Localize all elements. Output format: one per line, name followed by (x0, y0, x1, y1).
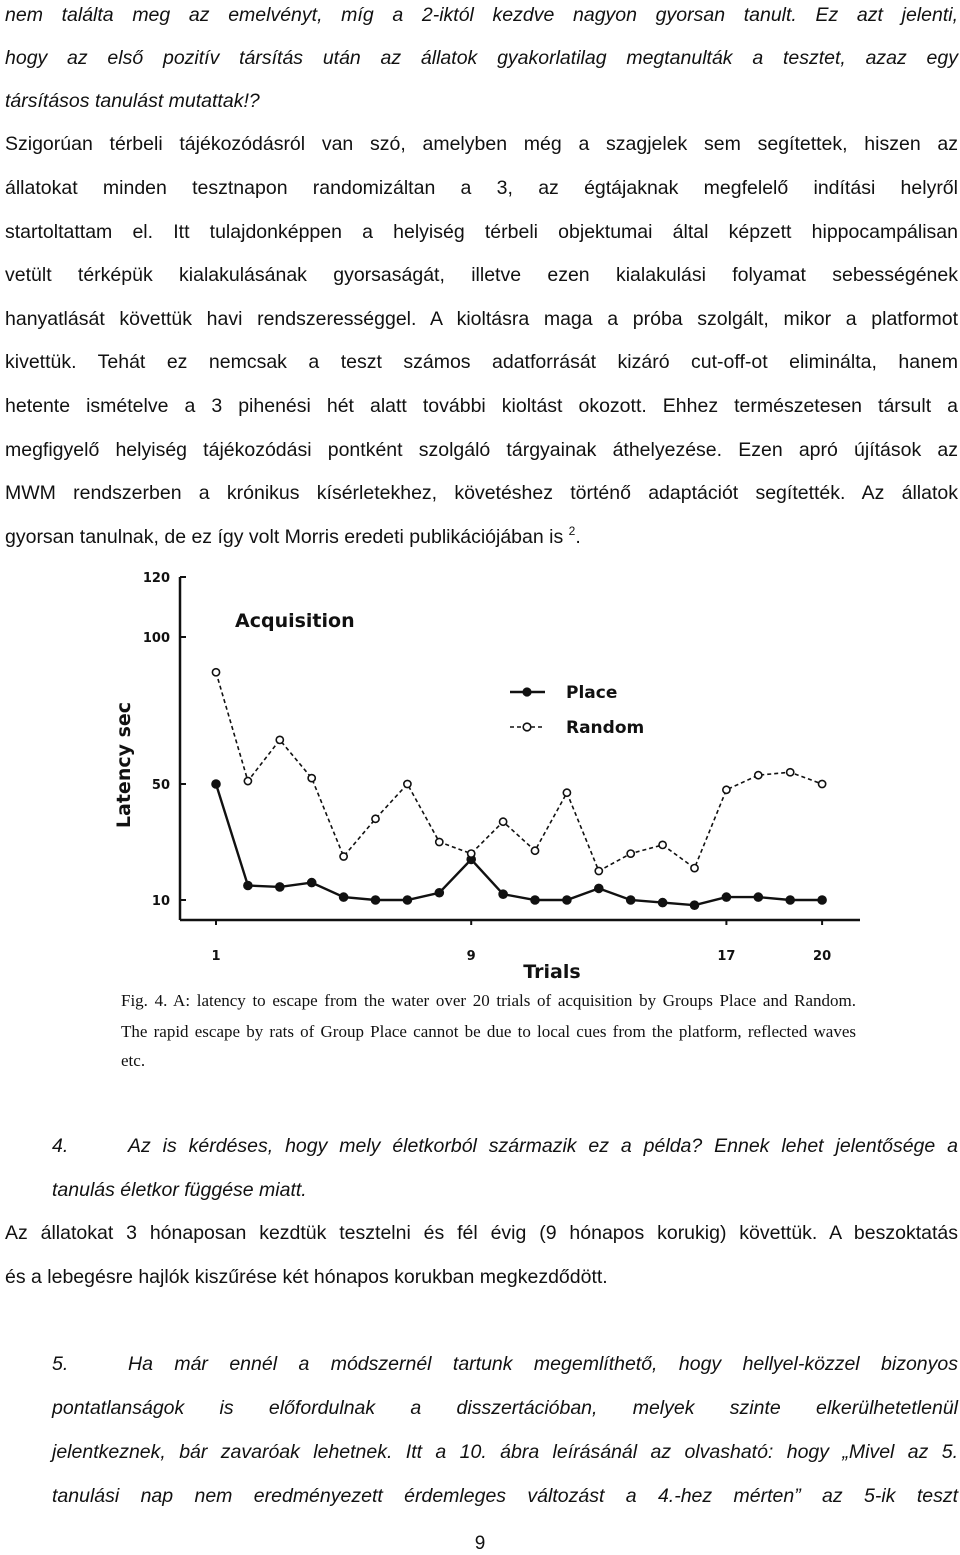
data-point-random (372, 815, 379, 822)
data-point-place (403, 896, 411, 904)
data-point-random (563, 789, 570, 796)
legend-label: Place (566, 683, 618, 703)
figure-caption-line: etc. (121, 1051, 146, 1070)
data-point-place (499, 890, 507, 898)
text-line: hogy az első pozitív társítás után az állatok gyakorlatilag megtanulták a tesztet, azaz egy (5, 47, 958, 69)
chart-legend (510, 683, 644, 738)
y-tick-label: 50 (151, 778, 170, 793)
data-point-random (244, 777, 251, 784)
data-point-random (787, 769, 794, 776)
answer-line: és a lebegésre hajlók kiszűrése két hónapos korukban megkezdődött. (5, 1266, 608, 1288)
data-point-place (754, 893, 762, 901)
data-point-random (659, 841, 666, 848)
latency-chart (100, 565, 880, 985)
question-number: 5. (52, 1353, 69, 1375)
data-point-random (723, 786, 730, 793)
series-line-place (216, 784, 822, 905)
x-tick-label: 1 (211, 949, 221, 964)
data-point-random (500, 818, 507, 825)
x-tick-label: 20 (813, 949, 832, 964)
data-point-place (276, 883, 284, 891)
data-point-place (563, 896, 571, 904)
data-point-place (531, 896, 539, 904)
data-point-random (340, 853, 347, 860)
data-point-random (404, 780, 411, 787)
legend-marker (523, 723, 531, 731)
data-point-place (722, 893, 730, 901)
data-point-place (786, 896, 794, 904)
text-line: gyorsan tanulnak, de ez így volt Morris eredeti publikációjában is $^2$. (5, 524, 581, 548)
text-line: hetente ismételve a 3 pihenési hét alatt további kioltást okozott. Ehhez természetesen társult a (5, 395, 958, 417)
data-point-place (818, 896, 826, 904)
data-point-random (531, 847, 538, 854)
text-line: startoltattam el. Itt tulajdonképpen a helyiség térbeli objektumai által képzett hippocampálisan (5, 221, 958, 243)
data-point-random (308, 775, 315, 782)
data-point-random (212, 669, 219, 676)
text-line: kivettük. Tehát ez nemcsak a teszt számos adatforrását kizáró cut-off-ot eliminálta, hanem (5, 351, 958, 373)
chart-title: Acquisition (235, 610, 355, 632)
data-point-place (244, 882, 252, 890)
series-line-random (216, 672, 822, 871)
question-5: 5. Ha már ennél a módszernél tartunk megemlíthető, hogy hellyel-közzel bizonyos (52, 1353, 958, 1375)
data-point-random (436, 838, 443, 845)
question-5-line: tanulási nap nem eredményezett érdemleges változást a 4.-hez mérten” az 5-ik teszt (52, 1485, 958, 1507)
data-point-place (627, 896, 635, 904)
text-line: MWM rendszerben a krónikus kísérletekhez, követéshez történő adaptációt segítették. Az állatok (5, 482, 958, 504)
data-point-random (819, 780, 826, 787)
data-point-random (755, 772, 762, 779)
data-point-place (212, 780, 220, 788)
text-line: nem találta meg az emelvényt, míg a 2-iktól kezdve nagyon gyorsan tanult. Ez azt jelenti, (5, 4, 958, 26)
text-line: hanyatlását követtük havi rendszerességgel. A kioltásra maga a próba szolgált, mikor a platformot (5, 308, 958, 330)
data-point-random (691, 865, 698, 872)
data-point-random (595, 867, 602, 874)
data-point-place (372, 896, 380, 904)
data-point-random (627, 850, 634, 857)
data-point-place (595, 884, 603, 892)
y-tick-label: 120 (142, 571, 170, 586)
text-line: társításos tanulást mutattak!? (5, 90, 260, 112)
chart-series (212, 669, 826, 910)
data-point-place (435, 889, 443, 897)
reference-marker: 2 (568, 524, 576, 538)
question-4: 4. Az is kérdéses, hogy mely életkorból származik ez a példa? Ennek lehet jelentősége a (52, 1135, 958, 1157)
figure-caption-line: Fig. 4. A: latency to escape from the water over 20 trials of acquisition by Groups Place and Random. (121, 991, 856, 1010)
y-tick-label: 10 (151, 894, 170, 909)
data-point-random (276, 736, 283, 743)
data-point-place (691, 901, 699, 909)
x-tick-label: 9 (466, 949, 476, 964)
y-tick-label: 100 (142, 631, 170, 646)
data-point-place (308, 879, 316, 887)
legend-marker (523, 688, 531, 696)
data-point-place (659, 899, 667, 907)
y-axis-label: Latency sec (113, 701, 135, 829)
question-4-line: tanulás életkor függése miatt. (52, 1179, 307, 1201)
question-5-line: pontatlanságok is előfordulnak a disszertációban, melyek szinte elkerülhetetlenül (52, 1397, 958, 1419)
legend-label: Random (566, 718, 645, 738)
text-line: Szigorúan térbeli tájékozódásról van szó, amelyben még a szagjelek sem segítettek, hiszen az (5, 133, 958, 155)
text-line: megfigyelő helyiség tájékozódási pontként szolgáló tárgyainak áthelyezése. Ezen apró újítások az (5, 439, 958, 461)
question-5-line: jelentkeznek, bár zavaróak lehetnek. Itt a 10. ábra leírásánál az olvasható: hogy „Mivel az 5. (52, 1441, 958, 1463)
text-line: vetült térképük kialakulásának gyorsaságát, illetve ezen kialakulási folyamat sebességének (5, 264, 958, 286)
figure-caption-line: The rapid escape by rats of Group Place cannot be due to local cues from the platform, reflected waves (121, 1022, 856, 1041)
data-point-random (468, 850, 475, 857)
data-point-place (340, 893, 348, 901)
x-tick-label: 17 (717, 949, 736, 964)
x-axis-label: Trials (523, 961, 581, 983)
page-number: 9 (474, 1533, 486, 1554)
text-line: állatokat minden tesztnapon randomizáltan a 3, az égtájaknak megfelelő indítási helyről (5, 177, 958, 199)
question-number: 4. (52, 1135, 69, 1157)
answer-line: Az állatokat 3 hónaposan kezdtük tesztelni és fél évig (9 hónapos korukig) követtük. A beszoktatás (5, 1222, 958, 1244)
